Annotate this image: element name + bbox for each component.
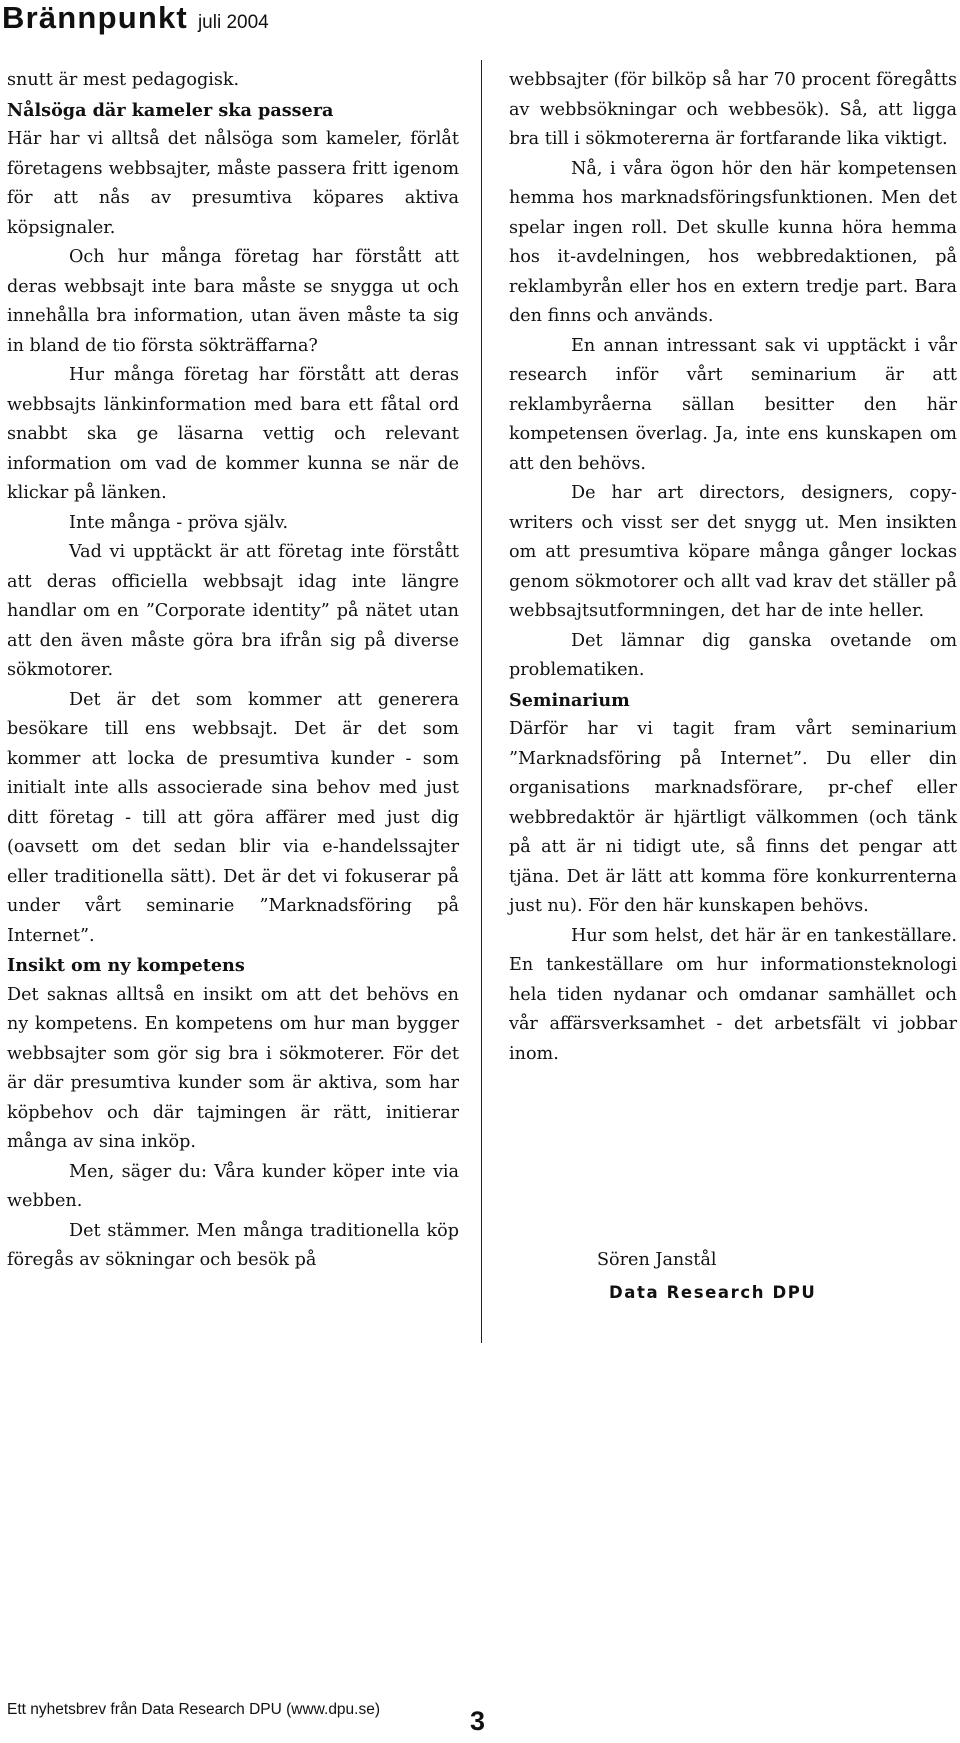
paragraph: Hur som helst, det här är en tankeställare. En tankeställare om hur informationsteknologi hela tiden nydanar och omdanar samhället och vår affärsverksamhet - det arbetsfält vi jobbar inom. — [509, 925, 957, 1064]
paragraph: Och hur många företag har förstått att deras webbsajt inte bara måste se snygga ut och innehålla bra information, utan även måste ta sig in bland de tio första sökträffarna? — [7, 247, 459, 356]
paragraph: En annan intressant sak vi upptäckt i vår research inför vårt seminarium är att reklambyråerna sällan besitter den här kompetensen överlag. Ja, inte ens kunskapen om att den behövs. — [509, 335, 957, 474]
column-divider — [481, 60, 482, 1343]
section-heading: Insikt om ny kompetens — [7, 955, 245, 976]
left-column — [7, 66, 459, 1276]
footer-text: Ett nyhetsbrev från Data Research DPU (www.dpu.se) — [7, 1701, 381, 1718]
paragraph: Därför har vi tagit fram vårt seminarium ”Marknadsföring på Internet”. Du eller din organisations marknadsförare, pr-chef eller webbredaktör är hjärtligt välkommen (och tänk på att är ni tidigt ute, så finns det pengar att tjäna. Det är lätt att komma före konkurrenterna just nu). För den här kunskapen behövs. — [509, 719, 957, 916]
newsletter-title: Brännpunkt — [2, 0, 188, 35]
signature-block — [597, 1246, 817, 1302]
masthead — [2, 0, 269, 44]
paragraph: webbsajter (för bilköp så har 70 procent föregåtts av webbsökningar och webbesök). Så, att ligga bra till i sökmotererna är fortfarande lika viktigt. — [509, 70, 957, 149]
paragraph: Det är det som kommer att generera besökare till ens webbsajt. Det är det som kommer att locka de presumtiva kunder - som initialt inte alls associerade sina behov med just ditt företag - till att göra affärer med just dig (oavsett om det sedan blir via e-handelssajter eller traditionella sätt). Det är det vi fokuserar på under vårt seminarie ”Marknadsföring på Internet”. — [7, 689, 459, 946]
page-number: 3 — [470, 1706, 486, 1736]
paragraph: Vad vi upptäckt är att företag inte förstått att deras officiella webbsajt idag inte längre handlar om en ”Corporate identity” på nätet utan att den även måste göra bra ifrån sig på diverse sökmotorer. — [7, 542, 459, 680]
paragraph: Här har vi alltså det nålsöga som kameler, förlåt företagens webbsajter, måste passera fritt igenom för att nås av presumtiva köpares aktiva köpsignaler. — [7, 129, 459, 238]
paragraph: Men, säger du: Våra kunder köper inte via webben. — [7, 1161, 459, 1211]
paragraph: Nå, i våra ögon hör den här kompetensen hemma hos marknadsföringsfunktionen. Men det spelar ingen roll. Det skulle kunna höra hemma hos it-avdelningen, hos webbredaktionen, på reklambyrån eller hos en extern tredje part. Bara den finns och används. — [509, 158, 957, 326]
paragraph: Hur många företag har förstått att deras webbsajts länkinformation med bara ett fåtal ord snabbt ska ge läsarna vettig och relevant information om vad de kommer kunna se när de klickar på länken. — [7, 365, 459, 503]
author-name: Sören Janstål — [597, 1250, 717, 1270]
section-heading: Seminarium — [509, 689, 630, 711]
paragraph: De har art directors, designers, copywriters och visst ser det snygg ut. Men insikten om att presumtiva köpare många gånger lockas genom sökmotorer och allt vad krav det ställer på webbsajtsutformningen, det har de inte heller. — [509, 483, 957, 621]
author-organization: Data Research DPU — [609, 1283, 817, 1302]
paragraph: Inte många - pröva själv. — [69, 512, 289, 533]
paragraph: Det lämnar dig ganska ovetande om problematiken. — [509, 630, 957, 680]
issue-date: juli 2004 — [197, 12, 269, 33]
section-heading: Nålsöga där kameler ska passera — [7, 99, 334, 121]
right-column — [509, 66, 957, 1069]
paragraph: Det stämmer. Men många traditionella köp föregås av sökningar och besök på — [7, 1220, 459, 1270]
paragraph: snutt är mest pedagogisk. — [7, 70, 240, 90]
paragraph: Det saknas alltså en insikt om att det behövs en ny kompetens. En kompetens om hur man bygger webbsajter som gör sig bra i sökmoterer. För det är där presumtiva kunder som är aktiva, som har köpbehov och där tajmingen är rätt, initierar många av sina inköp. — [7, 984, 459, 1152]
